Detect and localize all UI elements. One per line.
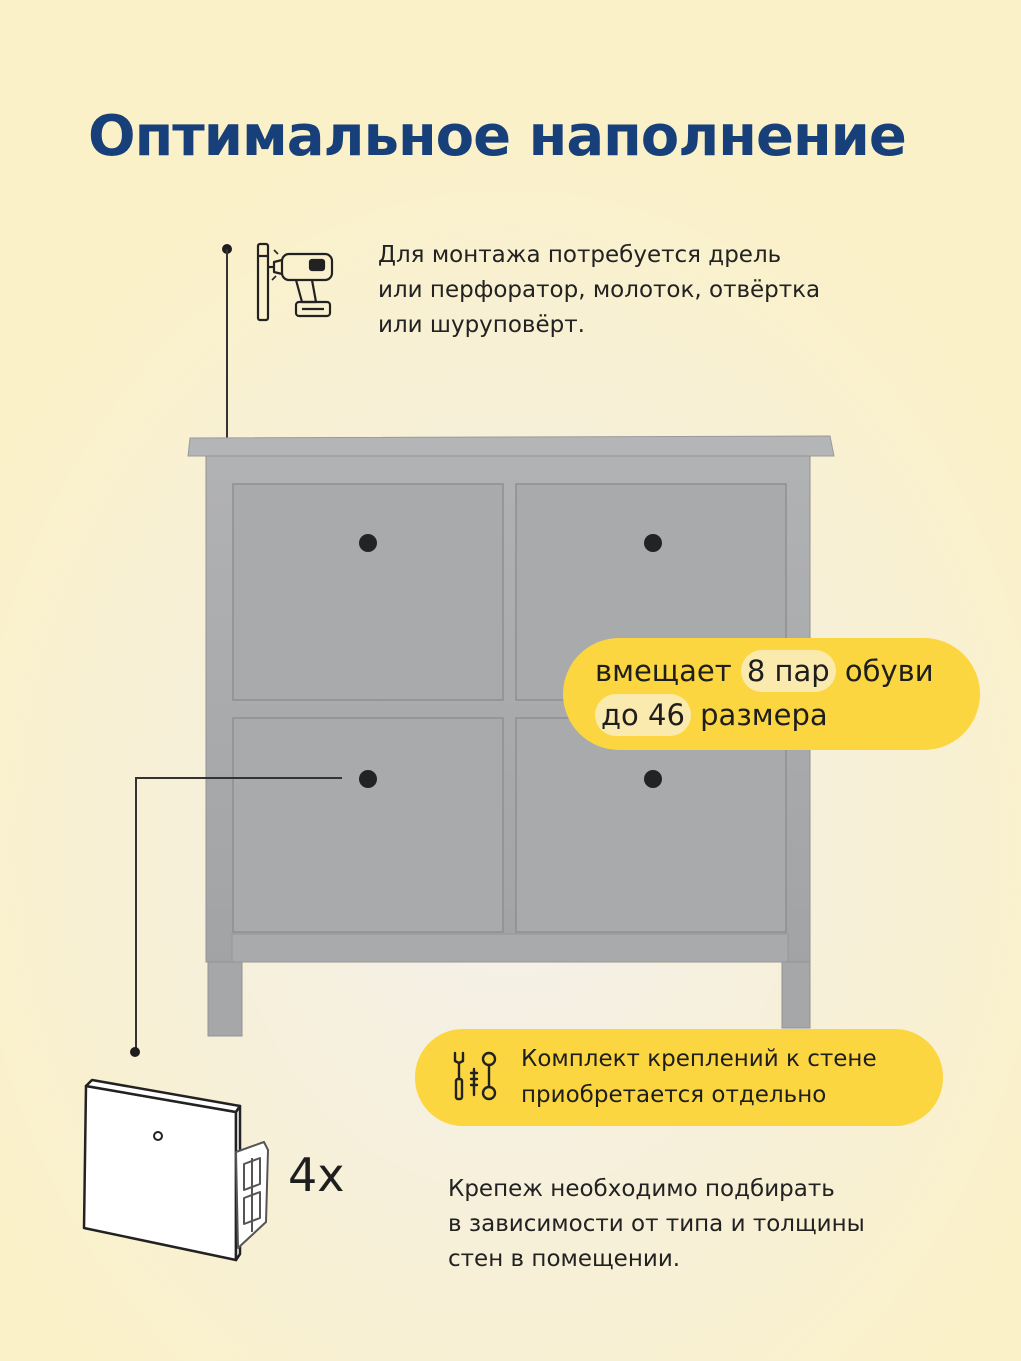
tools-note-line: или шуруповёрт. bbox=[378, 312, 585, 338]
drawer-knob bbox=[644, 770, 662, 788]
capacity-badge bbox=[563, 638, 980, 750]
tools-note bbox=[378, 238, 938, 343]
drawer-knob bbox=[644, 534, 662, 552]
capacity-pairs-highlight: 8 пар bbox=[741, 650, 836, 692]
tools-note-line: Для монтажа потребуется дрель bbox=[378, 242, 782, 268]
callout-dot-bracket bbox=[130, 1047, 140, 1057]
fastener-note-line: в зависимости от типа и толщины bbox=[448, 1211, 865, 1237]
drawer-bottom-left bbox=[233, 718, 503, 932]
drill-icon bbox=[252, 240, 338, 322]
page-title: Оптимальное наполнение bbox=[88, 104, 906, 169]
tools-note-line: или перфоратор, молоток, отвёртка bbox=[378, 277, 821, 303]
drawer-knob bbox=[359, 534, 377, 552]
tools-icon bbox=[449, 1049, 505, 1105]
capacity-text: обуви bbox=[844, 654, 934, 688]
capacity-text: размера bbox=[700, 698, 828, 732]
capacity-text: вмещает bbox=[595, 654, 732, 688]
capacity-size-highlight: до 46 bbox=[595, 694, 691, 736]
callout-line-bracket-v bbox=[135, 777, 137, 1049]
fastener-note-line: стен в помещении. bbox=[448, 1246, 681, 1272]
fastener-note bbox=[448, 1172, 968, 1277]
drawer-top-left bbox=[233, 484, 503, 700]
callout-line-top bbox=[226, 249, 228, 442]
wall-kit-text bbox=[521, 1041, 877, 1113]
wall-kit-line: приобретается отдельно bbox=[521, 1082, 827, 1108]
drawer-knob bbox=[359, 770, 377, 788]
wall-bracket-image bbox=[80, 1072, 276, 1264]
fastener-note-line: Крепеж необходимо подбирать bbox=[448, 1176, 835, 1202]
drawer-bottom-right bbox=[516, 718, 786, 932]
wall-kit-badge bbox=[415, 1029, 943, 1126]
bracket-count: 4x bbox=[288, 1148, 345, 1202]
wall-kit-line: Комплект креплений к стене bbox=[521, 1046, 877, 1072]
callout-line-bracket-h bbox=[135, 777, 342, 779]
